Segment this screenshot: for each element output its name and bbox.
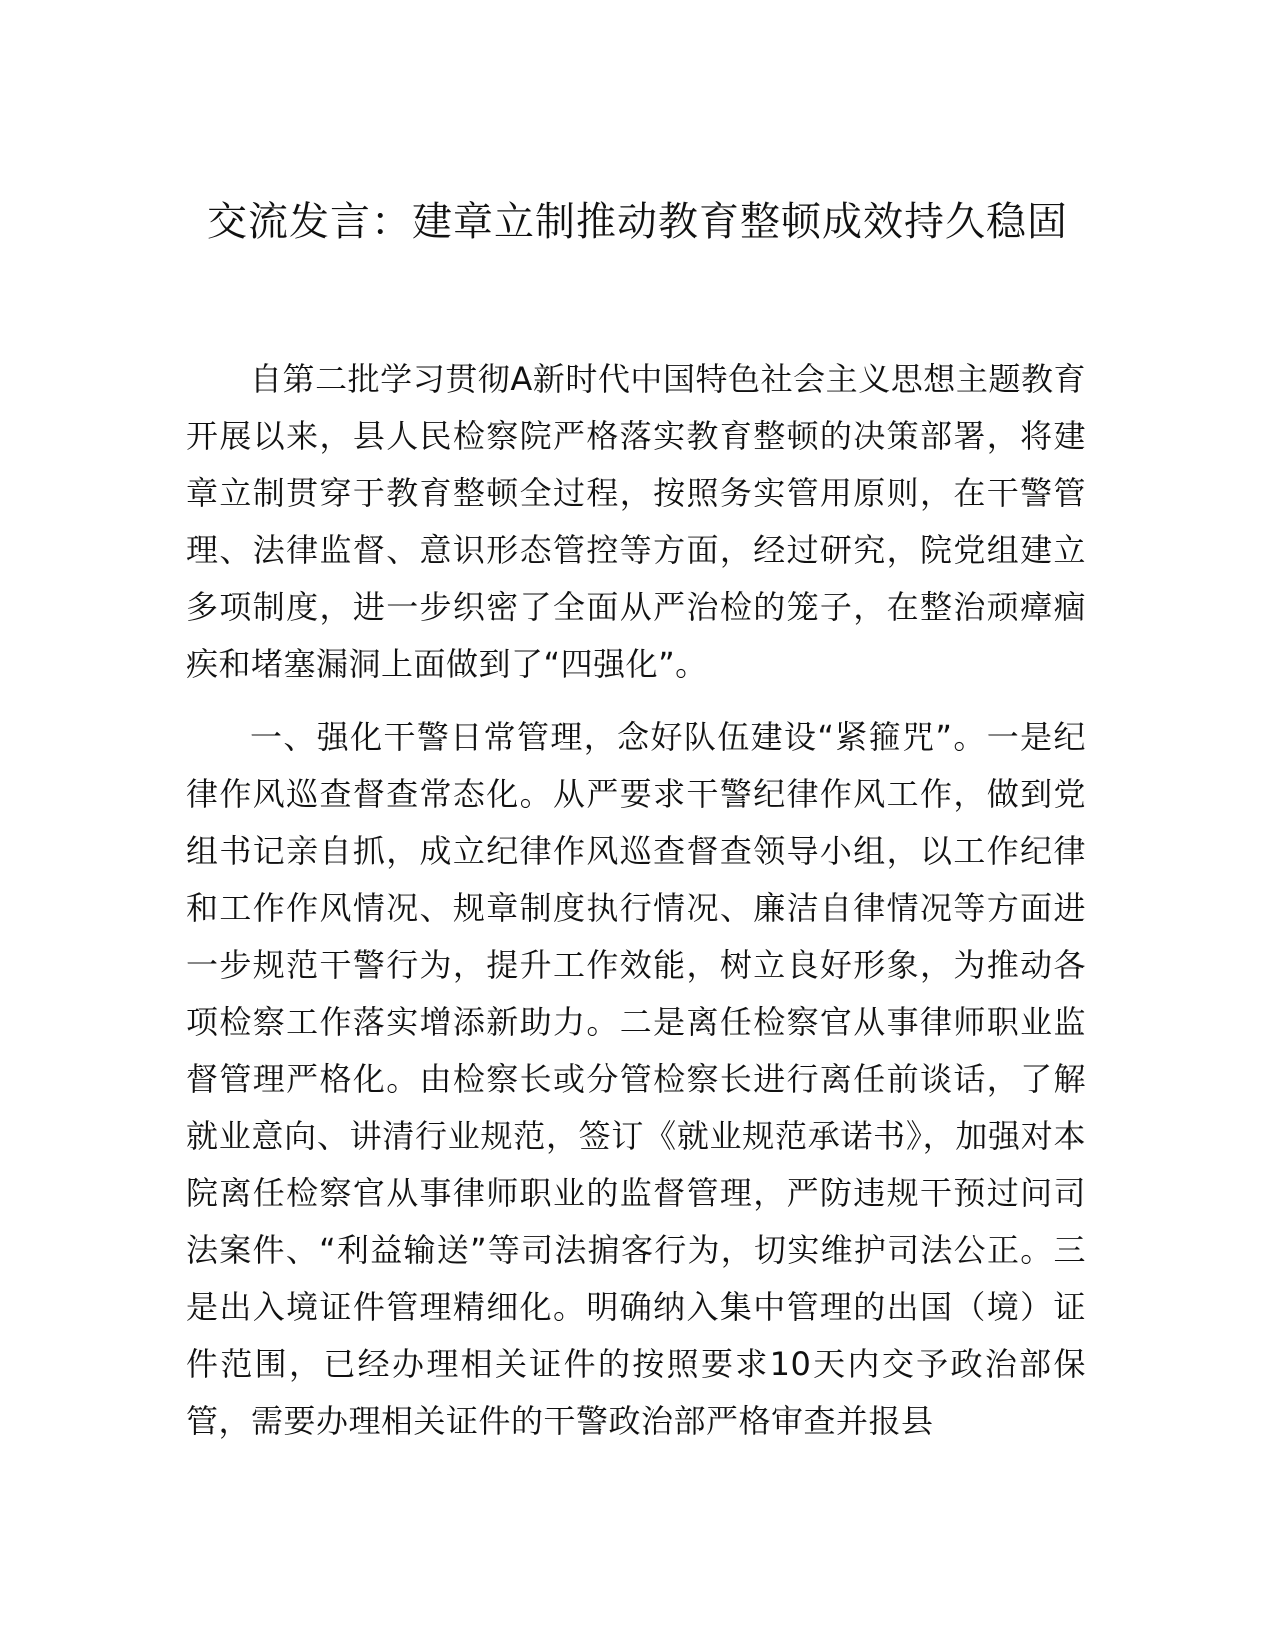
document-body (186, 351, 1086, 1466)
paragraph-intro: 自第二批学习贯彻A新时代中国特色社会主义思想主题教育开展以来，县人民检察院严格落实教育整顿的决策部署，将建章立制贯穿于教育整顿全过程，按照务实管用原则，在干警管理、法律监督、意识形态管控等方面，经过研究，院党组建立多项制度，进一步织密了全面从严治检的笼子，在整治顽瘴痼疾和堵塞漏洞上面做到了“四强化”。 (186, 360, 1086, 683)
paragraph-section-one: 一、强化干警日常管理，念好队伍建设“紧箍咒”。一是纪律作风巡查督查常态化。从严要求干警纪律作风工作，做到党组书记亲自抓，成立纪律作风巡查督查领导小组，以工作纪律和工作作风情况、规章制度执行情况、廉洁自律情况等方面进一步规范干警行为，提升工作效能，树立良好形象，为推动各项检察工作落实增添新助力。二是离任检察官从事律师职业监督管理严格化。由检察长或分管检察长进行离任前谈话，了解就业意向、讲清行业规范，签订《就业规范承诺书》，加强对本院离任检察官从事律师职业的监督管理，严防违规干预过问司法案件、“利益输送”等司法掮客行为，切实维护司法公正。三是出入境证件管理精细化。明确纳入集中管理的出国（境）证件范围，已经办理相关证件的按照要求10天内交予政治部保管，需要办理相关证件的干警政治部严格审查并报县 (186, 718, 1086, 1440)
document-title: 交流发言：建章立制推动教育整顿成效持久稳固 (207, 199, 1068, 245)
